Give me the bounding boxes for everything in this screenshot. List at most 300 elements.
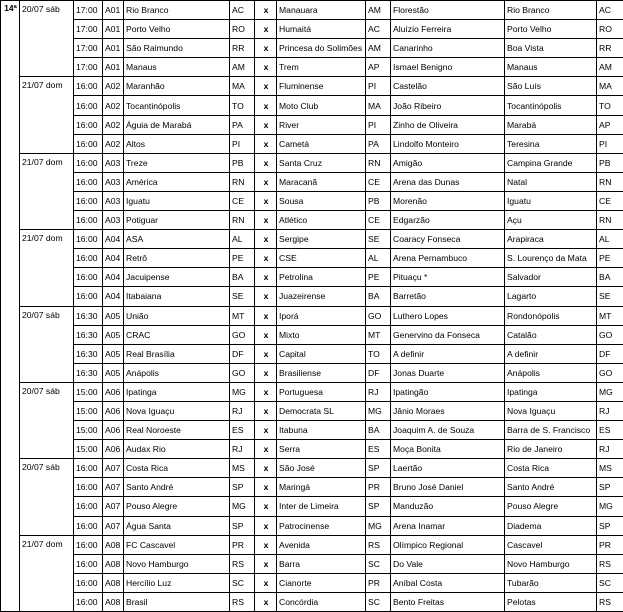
match-time: 16:00 <box>74 211 103 230</box>
match-time: 16:00 <box>74 478 103 497</box>
city-state: TO <box>597 96 623 115</box>
home-team: Altos <box>124 134 230 153</box>
table-row <box>1 134 623 153</box>
city-name: Barra de S. Francisco <box>505 421 597 440</box>
match-group: A02 <box>103 77 124 96</box>
city-name: Marabá <box>505 115 597 134</box>
home-team: Treze <box>124 153 230 172</box>
away-team-state: GO <box>366 306 391 325</box>
home-team-state: PB <box>230 153 255 172</box>
city-name: Rondonópolis <box>505 306 597 325</box>
city-state: MG <box>597 497 623 516</box>
home-team: Pouso Alegre <box>124 497 230 516</box>
city-state: SP <box>597 478 623 497</box>
match-time: 16:00 <box>74 554 103 573</box>
away-team-state: PA <box>366 134 391 153</box>
match-group: A03 <box>103 172 124 191</box>
stadium-name: Zinho de Oliveira <box>391 115 505 134</box>
date-value: 20/07 <box>22 386 44 396</box>
match-time: 16:00 <box>74 459 103 478</box>
home-team-state: RJ <box>230 440 255 459</box>
table-row <box>1 478 623 497</box>
table-row <box>1 211 623 230</box>
stadium-name: Amigão <box>391 153 505 172</box>
away-team: Atlético <box>277 211 366 230</box>
date-value: 21/07 <box>22 233 44 243</box>
home-team-state: SE <box>230 287 255 306</box>
round-label: 14ª <box>1 1 20 612</box>
city-state: MT <box>597 306 623 325</box>
city-name: Rio Branco <box>505 1 597 20</box>
match-date <box>20 77 74 153</box>
versus-separator: x <box>255 516 277 535</box>
away-team-state: MA <box>366 96 391 115</box>
home-team-state: AM <box>230 58 255 77</box>
stadium-name: Genervino da Fonseca <box>391 325 505 344</box>
table-row <box>1 554 623 573</box>
away-team-state: PR <box>366 478 391 497</box>
away-team-state: PE <box>366 268 391 287</box>
table-row <box>1 115 623 134</box>
away-team: Sousa <box>277 191 366 210</box>
match-time: 16:00 <box>74 77 103 96</box>
match-group: A05 <box>103 325 124 344</box>
away-team: Barra <box>277 554 366 573</box>
city-state: SC <box>597 573 623 592</box>
weekday-value: dom <box>46 80 63 90</box>
city-name: Catalão <box>505 325 597 344</box>
table-row <box>1 363 623 382</box>
stadium-name: Do Vale <box>391 554 505 573</box>
match-time: 15:00 <box>74 440 103 459</box>
match-time: 17:00 <box>74 20 103 39</box>
away-team-state: BA <box>366 421 391 440</box>
table-row <box>1 39 623 58</box>
home-team-state: CE <box>230 191 255 210</box>
stadium-name: Edgarzão <box>391 211 505 230</box>
home-team: Jacuipense <box>124 268 230 287</box>
home-team-state: PR <box>230 535 255 554</box>
table-row <box>1 401 623 420</box>
match-group: A05 <box>103 306 124 325</box>
match-time: 16:00 <box>74 516 103 535</box>
match-time: 16:30 <box>74 363 103 382</box>
away-team-state: AP <box>366 58 391 77</box>
away-team: CSE <box>277 249 366 268</box>
home-team: Ipatinga <box>124 382 230 401</box>
table-row <box>1 249 623 268</box>
match-time: 17:00 <box>74 1 103 20</box>
away-team-state: PI <box>366 115 391 134</box>
versus-separator: x <box>255 535 277 554</box>
away-team: Patrocinense <box>277 516 366 535</box>
match-date <box>20 382 74 458</box>
away-team-state: SP <box>366 459 391 478</box>
versus-separator: x <box>255 344 277 363</box>
match-date <box>20 306 74 382</box>
away-team: Iporá <box>277 306 366 325</box>
table-row <box>1 535 623 554</box>
stadium-name: Laertão <box>391 459 505 478</box>
match-date <box>20 459 74 535</box>
home-team-state: RJ <box>230 401 255 420</box>
table-row <box>1 325 623 344</box>
match-group: A07 <box>103 478 124 497</box>
versus-separator: x <box>255 459 277 478</box>
match-time: 16:00 <box>74 535 103 554</box>
table-row <box>1 421 623 440</box>
home-team: Águia de Marabá <box>124 115 230 134</box>
stadium-name: Aluízio Ferreira <box>391 20 505 39</box>
city-name: Boa Vista <box>505 39 597 58</box>
match-group: A04 <box>103 249 124 268</box>
stadium-name: Coaracy Fonseca <box>391 230 505 249</box>
weekday-value: sáb <box>46 462 60 472</box>
city-state: GO <box>597 325 623 344</box>
match-group: A03 <box>103 153 124 172</box>
away-team: Petrolina <box>277 268 366 287</box>
match-time: 16:00 <box>74 153 103 172</box>
away-team-state: SE <box>366 230 391 249</box>
stadium-name: Arena Pernambuco <box>391 249 505 268</box>
away-team-state: AM <box>366 39 391 58</box>
date-value: 20/07 <box>22 310 44 320</box>
home-team: FC Cascavel <box>124 535 230 554</box>
table-row <box>1 191 623 210</box>
city-state: RJ <box>597 440 623 459</box>
table-row <box>1 344 623 363</box>
home-team: Itabaiana <box>124 287 230 306</box>
home-team-state: PA <box>230 115 255 134</box>
home-team-state: AL <box>230 230 255 249</box>
away-team: Fluminense <box>277 77 366 96</box>
stadium-name: Morenão <box>391 191 505 210</box>
match-group: A08 <box>103 573 124 592</box>
city-state: RJ <box>597 401 623 420</box>
city-state: MG <box>597 382 623 401</box>
match-time: 17:00 <box>74 39 103 58</box>
match-date <box>20 230 74 306</box>
home-team: Rio Branco <box>124 1 230 20</box>
match-group: A07 <box>103 497 124 516</box>
versus-separator: x <box>255 39 277 58</box>
away-team: Avenida <box>277 535 366 554</box>
away-team: Manauara <box>277 1 366 20</box>
match-time: 16:00 <box>74 592 103 611</box>
match-group: A08 <box>103 592 124 611</box>
table-row <box>1 268 623 287</box>
away-team: Democrata SL <box>277 401 366 420</box>
city-name: Manaus <box>505 58 597 77</box>
city-state: RS <box>597 554 623 573</box>
home-team: Costa Rica <box>124 459 230 478</box>
city-state: AP <box>597 115 623 134</box>
city-name: A definir <box>505 344 597 363</box>
home-team-state: AC <box>230 1 255 20</box>
city-state: PB <box>597 153 623 172</box>
home-team: Porto Velho <box>124 20 230 39</box>
home-team: ASA <box>124 230 230 249</box>
away-team: Inter de Limeira <box>277 497 366 516</box>
away-team-state: CE <box>366 211 391 230</box>
city-name: Tubarão <box>505 573 597 592</box>
city-name: Lagarto <box>505 287 597 306</box>
table-row <box>1 516 623 535</box>
stadium-name: Barretão <box>391 287 505 306</box>
away-team: Cianorte <box>277 573 366 592</box>
home-team-state: GO <box>230 325 255 344</box>
versus-separator: x <box>255 191 277 210</box>
weekday-value: dom <box>46 157 63 167</box>
city-state: ES <box>597 421 623 440</box>
home-team: Santo André <box>124 478 230 497</box>
match-time: 16:00 <box>74 96 103 115</box>
table-row <box>1 230 623 249</box>
away-team: Humaitá <box>277 20 366 39</box>
versus-separator: x <box>255 478 277 497</box>
match-group: A01 <box>103 39 124 58</box>
city-name: Natal <box>505 172 597 191</box>
stadium-name: João Ribeiro <box>391 96 505 115</box>
match-date <box>20 535 74 611</box>
stadium-name: Florestão <box>391 1 505 20</box>
stadium-name: Bruno José Daniel <box>391 478 505 497</box>
city-state: RN <box>597 211 623 230</box>
table-row <box>1 592 623 611</box>
away-team-state: ES <box>366 440 391 459</box>
home-team-state: TO <box>230 96 255 115</box>
stadium-name: A definir <box>391 344 505 363</box>
away-team: Juazeirense <box>277 287 366 306</box>
match-time: 16:00 <box>74 497 103 516</box>
home-team: Novo Hamburgo <box>124 554 230 573</box>
match-time: 15:00 <box>74 401 103 420</box>
away-team-state: DF <box>366 363 391 382</box>
city-name: Cascavel <box>505 535 597 554</box>
home-team-state: SP <box>230 516 255 535</box>
match-group: A06 <box>103 382 124 401</box>
match-time: 16:00 <box>74 230 103 249</box>
date-value: 20/07 <box>22 462 44 472</box>
city-state: DF <box>597 344 623 363</box>
versus-separator: x <box>255 382 277 401</box>
away-team: Moto Club <box>277 96 366 115</box>
home-team-state: RS <box>230 554 255 573</box>
home-team-state: SP <box>230 478 255 497</box>
table-row <box>1 172 623 191</box>
away-team-state: RN <box>366 153 391 172</box>
versus-separator: x <box>255 20 277 39</box>
home-team-state: SC <box>230 573 255 592</box>
city-name: Iguatu <box>505 191 597 210</box>
home-team: Real Brasília <box>124 344 230 363</box>
stadium-name: Joaquim A. de Souza <box>391 421 505 440</box>
away-team-state: MG <box>366 516 391 535</box>
schedule-body <box>1 1 623 612</box>
table-row <box>1 382 623 401</box>
table-row <box>1 497 623 516</box>
home-team: CRAC <box>124 325 230 344</box>
city-state: CE <box>597 191 623 210</box>
city-name: Nova Iguaçu <box>505 401 597 420</box>
table-row <box>1 459 623 478</box>
versus-separator: x <box>255 592 277 611</box>
home-team-state: PE <box>230 249 255 268</box>
table-row <box>1 58 623 77</box>
versus-separator: x <box>255 497 277 516</box>
away-team-state: PI <box>366 77 391 96</box>
away-team-state: SC <box>366 592 391 611</box>
home-team-state: RS <box>230 592 255 611</box>
away-team: Itabuna <box>277 421 366 440</box>
weekday-value: dom <box>46 539 63 549</box>
city-state: SE <box>597 287 623 306</box>
home-team: Iguatu <box>124 191 230 210</box>
home-team-state: RN <box>230 211 255 230</box>
table-row <box>1 153 623 172</box>
versus-separator: x <box>255 153 277 172</box>
match-group: A06 <box>103 440 124 459</box>
weekday-value: sáb <box>46 4 60 14</box>
weekday-value: sáb <box>46 386 60 396</box>
stadium-name: Pituaçu * <box>391 268 505 287</box>
versus-separator: x <box>255 287 277 306</box>
match-group: A01 <box>103 58 124 77</box>
table-row <box>1 20 623 39</box>
city-state: BA <box>597 268 623 287</box>
versus-separator: x <box>255 401 277 420</box>
away-team: Portuguesa <box>277 382 366 401</box>
match-group: A08 <box>103 554 124 573</box>
home-team-state: ES <box>230 421 255 440</box>
home-team: Potiguar <box>124 211 230 230</box>
home-team: Brasil <box>124 592 230 611</box>
match-group: A06 <box>103 421 124 440</box>
table-row <box>1 77 623 96</box>
stadium-name: Arena Inamar <box>391 516 505 535</box>
match-time: 16:30 <box>74 325 103 344</box>
match-group: A06 <box>103 401 124 420</box>
stadium-name: Jonas Duarte <box>391 363 505 382</box>
match-time: 16:00 <box>74 287 103 306</box>
city-name: Pouso Alegre <box>505 497 597 516</box>
home-team: Nova Iguaçu <box>124 401 230 420</box>
away-team: Santa Cruz <box>277 153 366 172</box>
match-group: A02 <box>103 134 124 153</box>
table-row <box>1 306 623 325</box>
match-group: A03 <box>103 211 124 230</box>
away-team-state: TO <box>366 344 391 363</box>
table-row <box>1 573 623 592</box>
city-name: Teresina <box>505 134 597 153</box>
match-time: 16:00 <box>74 249 103 268</box>
home-team: América <box>124 172 230 191</box>
match-date <box>20 153 74 229</box>
away-team: Mixto <box>277 325 366 344</box>
date-value: 20/07 <box>22 4 44 14</box>
versus-separator: x <box>255 325 277 344</box>
away-team-state: PB <box>366 191 391 210</box>
match-group: A04 <box>103 230 124 249</box>
table-row <box>1 287 623 306</box>
match-time: 16:00 <box>74 172 103 191</box>
away-team: Cametá <box>277 134 366 153</box>
match-group: A01 <box>103 1 124 20</box>
match-time: 15:00 <box>74 382 103 401</box>
stadium-name: Castelão <box>391 77 505 96</box>
home-team: União <box>124 306 230 325</box>
match-time: 16:30 <box>74 306 103 325</box>
versus-separator: x <box>255 134 277 153</box>
versus-separator: x <box>255 249 277 268</box>
city-state: AC <box>597 1 623 20</box>
city-state: RS <box>597 592 623 611</box>
stadium-name: Jânio Moraes <box>391 401 505 420</box>
away-team: Concórdia <box>277 592 366 611</box>
stadium-name: Olímpico Regional <box>391 535 505 554</box>
city-name: Campina Grande <box>505 153 597 172</box>
date-value: 21/07 <box>22 80 44 90</box>
match-group: A04 <box>103 268 124 287</box>
home-team-state: BA <box>230 268 255 287</box>
home-team: Audax Rio <box>124 440 230 459</box>
city-state: RO <box>597 20 623 39</box>
weekday-value: sáb <box>46 310 60 320</box>
away-team-state: AL <box>366 249 391 268</box>
match-group: A05 <box>103 344 124 363</box>
home-team-state: MG <box>230 497 255 516</box>
versus-separator: x <box>255 421 277 440</box>
home-team-state: RR <box>230 39 255 58</box>
versus-separator: x <box>255 440 277 459</box>
table-row <box>1 96 623 115</box>
away-team: Sergipe <box>277 230 366 249</box>
away-team-state: AM <box>366 1 391 20</box>
home-team-state: MS <box>230 459 255 478</box>
away-team: Princesa do Solimões <box>277 39 366 58</box>
stadium-name: Bento Freitas <box>391 592 505 611</box>
city-name: S. Lourenço da Mata <box>505 249 597 268</box>
versus-separator: x <box>255 573 277 592</box>
away-team: Brasiliense <box>277 363 366 382</box>
match-time: 16:00 <box>74 191 103 210</box>
home-team-state: GO <box>230 363 255 382</box>
city-state: AL <box>597 230 623 249</box>
away-team-state: PR <box>366 573 391 592</box>
versus-separator: x <box>255 58 277 77</box>
home-team-state: PI <box>230 134 255 153</box>
city-name: Ipatinga <box>505 382 597 401</box>
city-name: Novo Hamburgo <box>505 554 597 573</box>
city-name: Rio de Janeiro <box>505 440 597 459</box>
stadium-name: Luthero Lopes <box>391 306 505 325</box>
away-team: São José <box>277 459 366 478</box>
home-team: Manaus <box>124 58 230 77</box>
versus-separator: x <box>255 230 277 249</box>
stadium-name: Aníbal Costa <box>391 573 505 592</box>
city-state: PE <box>597 249 623 268</box>
away-team-state: BA <box>366 287 391 306</box>
home-team: Maranhão <box>124 77 230 96</box>
home-team: Tocantinópolis <box>124 96 230 115</box>
city-state: RR <box>597 39 623 58</box>
city-state: RN <box>597 172 623 191</box>
match-time: 16:00 <box>74 268 103 287</box>
versus-separator: x <box>255 115 277 134</box>
versus-separator: x <box>255 211 277 230</box>
weekday-value: dom <box>46 233 63 243</box>
away-team: Trem <box>277 58 366 77</box>
